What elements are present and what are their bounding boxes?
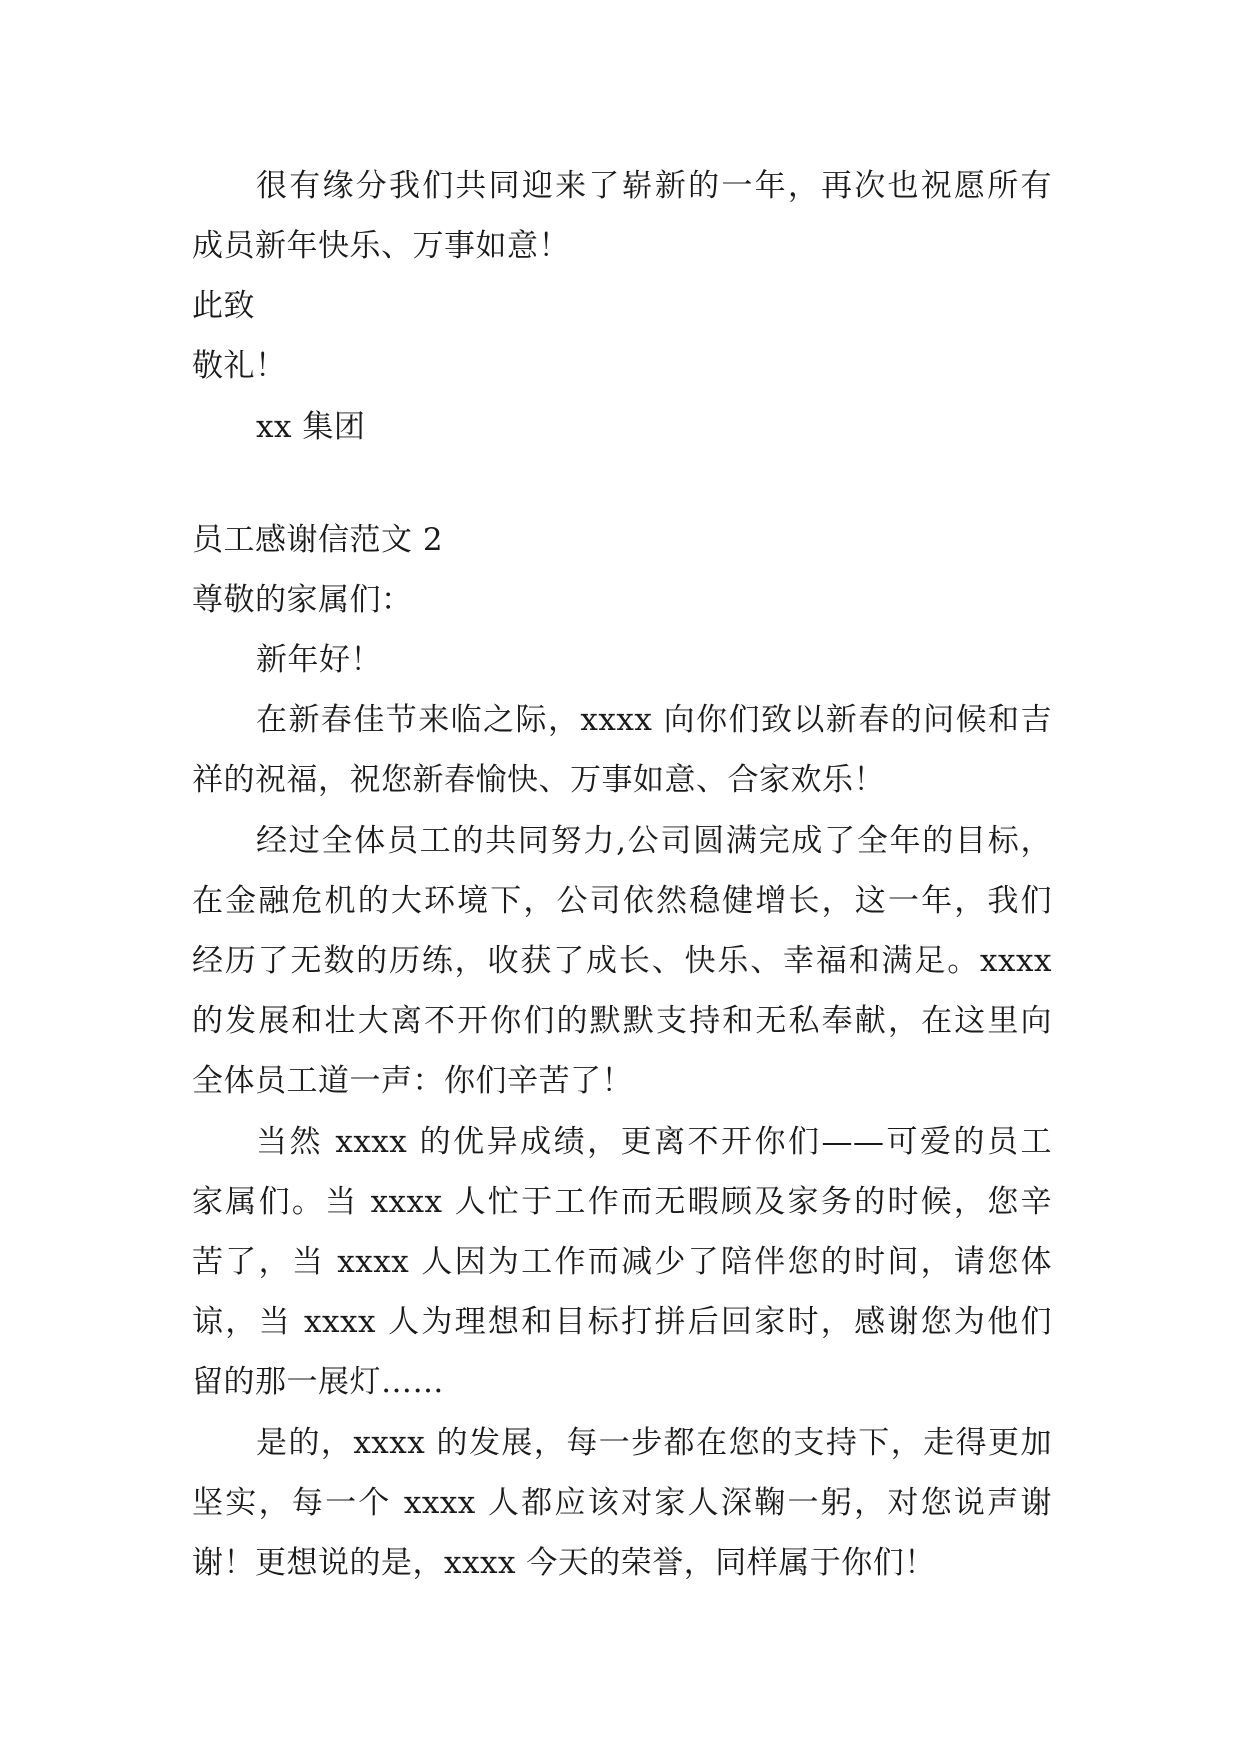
paragraph-line: 的发展和壮大离不开你们的默默支持和无私奉献，在这里向	[192, 1003, 1052, 1039]
paragraph-line: 全体员工道一声：你们辛苦了！	[192, 1063, 633, 1099]
paragraph-line: 坚实，每一个 xxxx 人都应该对家人深鞠一躬，对您说声谢	[192, 1485, 1052, 1521]
paragraph-line: 家属们。当 xxxx 人忙于工作而无暇顾及家务的时候，您辛	[192, 1184, 1052, 1220]
salutation-line: 敬礼！	[192, 348, 287, 384]
opening-line: 新年好！	[256, 642, 382, 678]
paragraph-line: 经历了无数的历练，收获了成长、快乐、幸福和满足。xxxx	[192, 943, 1052, 979]
paragraph-line: 当然 xxxx 的优异成绩，更离不开你们——可爱的员工	[256, 1124, 1052, 1160]
paragraph-line: 经过全体员工的共同努力,公司圆满完成了全年的目标，	[256, 823, 1052, 859]
paragraph-line: 留的那一展灯……	[192, 1364, 444, 1400]
paragraph-line: 苦了，当 xxxx 人因为工作而减少了陪伴您的时间，请您体	[192, 1244, 1052, 1280]
paragraph-line: 在金融危机的大环境下，公司依然稳健增长，这一年，我们	[192, 883, 1052, 919]
closing-paragraph-line: 成员新年快乐、万事如意！	[192, 228, 570, 264]
paragraph-line: 在新春佳节来临之际，xxxx 向你们致以新春的问候和吉	[256, 702, 1052, 738]
salutation-line: 此致	[192, 288, 255, 324]
signature: xx 集团	[256, 409, 366, 445]
paragraph-line: 谅，当 xxxx 人为理想和目标打拼后回家时，感谢您为他们	[192, 1304, 1052, 1340]
closing-paragraph-line: 很有缘分我们共同迎来了崭新的一年，再次也祝愿所有	[256, 168, 1052, 204]
letter-title: 员工感谢信范文 2	[192, 522, 444, 558]
paragraph-line: 祥的祝福，祝您新春愉快、万事如意、合家欢乐！	[192, 762, 885, 798]
paragraph-line: 谢！更想说的是，xxxx 今天的荣誉，同样属于你们！	[192, 1545, 936, 1581]
paragraph-line: 是的，xxxx 的发展，每一步都在您的支持下，走得更加	[256, 1425, 1052, 1461]
greeting: 尊敬的家属们：	[192, 582, 413, 618]
